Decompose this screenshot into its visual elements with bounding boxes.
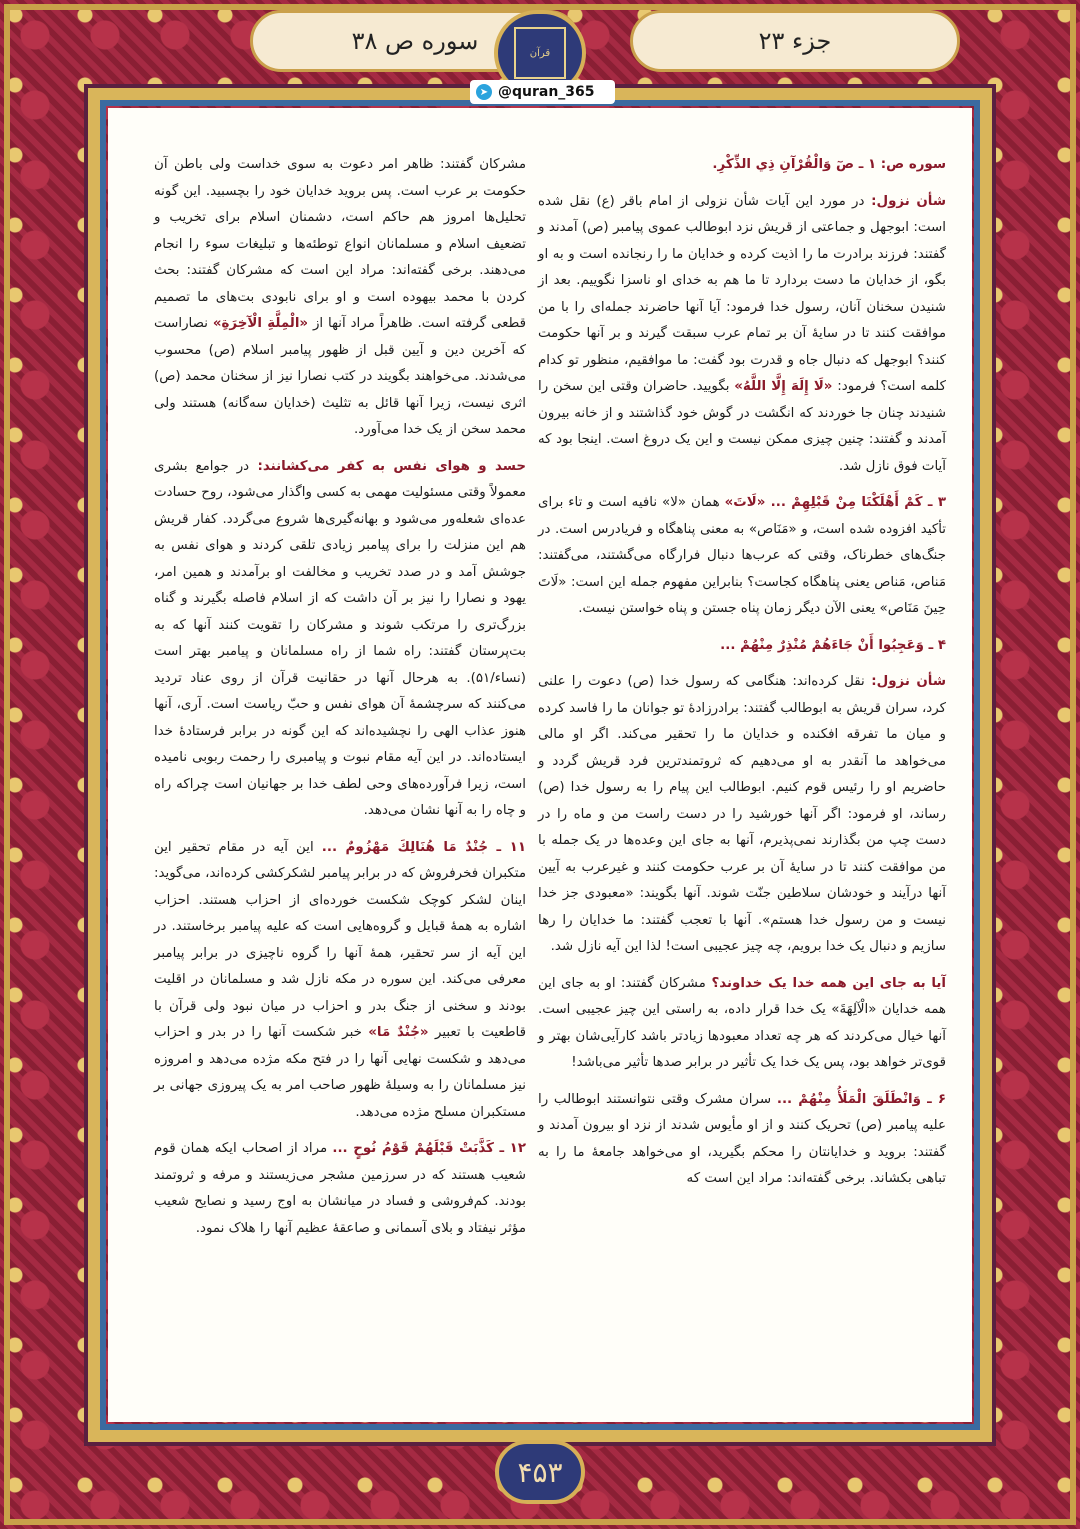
channel-tag[interactable] bbox=[470, 80, 615, 104]
section-heading: حسد و هوای نفس به کفر می‌کشانند: bbox=[249, 458, 527, 474]
paragraph bbox=[538, 1087, 946, 1193]
telegram-icon: ➤ bbox=[476, 84, 492, 100]
surah-label: سوره ص ۳۸ bbox=[250, 10, 580, 72]
commentary-text: نصاراست که آخرین دین و آیین قبل از ظهور پیامبر اسلام (ص) محسوب می‌شدند. می‌خواهند بگویند در کتب نصارا نیز از سخنان محمد (ص) اثری نیست، زیرا آنها قائل به تثلیث (خدایان سه‌گانه) هستند ولی محمد سخن از یک خدا می‌آورد. bbox=[154, 316, 526, 437]
verse-quote: «الْمِلَّةِ الْآخِرَةِ» bbox=[212, 316, 309, 331]
paragraph bbox=[538, 152, 946, 179]
verse-quote: ۳ ـ كَمْ أَهْلَكْنَا مِنْ قَبْلِهِمْ ... «لَاتَ» bbox=[724, 495, 946, 510]
paragraph bbox=[538, 189, 946, 481]
juz-label: جزء ۲۳ bbox=[630, 10, 960, 72]
page-number: ۴۵۳ bbox=[495, 1440, 585, 1504]
channel-handle: @quran_365 bbox=[498, 84, 595, 100]
commentary-text: خبر شکست آنها را در بدر و احزاب می‌دهد و شکست نهایی آنها را در فتح مکه مژده می‌دهد و امروزه نیز مسلمانان را به وسیلهٔ ظهور صاحب امر به یک پیروزی جهانی بر مستکبران مسلح مژده می‌دهد. bbox=[154, 1025, 526, 1120]
commentary-text: سران مشرک وقتی نتوانستند ابوطالب را علیه پیامبر (ص) تحریک کنند و از او مأیوس شدند از نزد او بیرون آمدند و گفتند: بروید و خدایانتان را محکم بگیرید، او می‌خواهد جامعهٔ ما را به تباهی بکشاند. برخی گفته‌اند: مراد این است که bbox=[538, 1091, 946, 1186]
section-heading: شأن نزول: bbox=[864, 674, 946, 689]
text-panel bbox=[108, 108, 972, 1422]
commentary-text: مراد از اصحاب ایکه همان قوم شعیب هستند که در سرزمین مشجر می‌زیستند و مرفه و ثروتمند بودند. کم‌فروشی و فساد در میانشان به اوج رسید و نصایح شعیب مؤثر نیفتاد و بلای آسمانی و صاعقهٔ عظیم آنها را هلاک نمود. bbox=[154, 1141, 526, 1236]
commentary-text: همان «لا» نافیه است و تاء برای تأکید افزوده شده است، و «مَنَاص» به معنی پناهگاه و فریادرس است. در جنگ‌های خطرناک، وقتی که عرب‌ها دنبال فرارگاه می‌گشتند، می‌گفتند: مَناص، مَناص یعنی پناهگاه کجاست؟ بنابراین مفهوم جمله این است: «لَاتَ حِينَ مَنَاص» یعنی الآن دیگر زمان پناه جستن و پناه خواستن نیست. bbox=[538, 495, 946, 616]
commentary-text: مشرکان گفتند: ظاهر امر دعوت به سوی خداست ولی باطن آن حکومت بر عرب است. پس بروید خدایان خود را بچسبید. این گونه تحلیل‌ها امروز هم حاکم است، دشمنان اسلام برای تخریب و تضعیف اسلام و مسلمانان انواع توطئه‌ها و تبلیغات سوء را انجام می‌دهند. برخی گفته‌اند: مراد این است که مشرکان گفتند: بحث کردن با محمد بیهوده است و او برای نابودی بت‌های ما تصمیم قطعی گرفته است. ظاهراً مراد آنها از bbox=[154, 157, 526, 331]
commentary-text: این آیه در مقام تحقیر این متکبران فخرفروش که در برابر پیامبر لشکرکشی کرده‌اند، می‌گوید: اینان لشکر کوچک شکست خورده‌ای از احزاب هستند. احزاب اشاره به همهٔ قبایل و گروه‌هایی است که علیه پیامبر برخاستند. در این آیه از سر تحقیر، همهٔ آنها را گروه ناچیزی در برابر پیامبر معرفی می‌کند. این سوره در مکه نازل شد و مسلمانان در اقلیت بودند و سخنی از جنگ بدر و احزاب در میان نبود ولی قرآن با قاطعیت با تعبیر bbox=[154, 839, 526, 1040]
paragraph bbox=[538, 633, 946, 660]
verse-quote: ۱۱ ـ جُنْدٌ مَا هُنَالِكَ مَهْزُومٌ ... bbox=[321, 839, 526, 855]
quran-logo-icon: قرآن bbox=[514, 27, 566, 79]
section-heading: شأن نزول: bbox=[864, 193, 946, 209]
paragraph bbox=[154, 152, 526, 444]
commentary-text: بگویید. حاضران وقتی این سخن را شنیدند چنان جا خوردند که انگشت در گوش خود گذاشتند و از خانه بیرون آمدند و گفتند: چنین چیزی ممکن نیست و این یک دروغ است. اینجا بود که آیات فوق نازل شد. bbox=[538, 379, 946, 474]
verse-quote: ۶ ـ وَانْطَلَقَ الْمَلَأُ مِنْهُمْ ... bbox=[776, 1091, 947, 1107]
commentary-text: مشرکان گفتند: او به جای این همه خدایان «الْآلِهَةَ» یک خدا قرار داده، به راستی این چیز عجیبی است. آنها خیال می‌کردند که هر چه تعداد معبودها زیادتر باشد کارآیی‌شان بهتر و قوی‌تر خواهد بود، پس یک خدا یک تأثیر در برابر صدها تأثیر می‌باشد! bbox=[538, 975, 946, 1070]
verse-quote: ۴ ـ وَعَجِبُوا أَنْ جَاءَهُمْ مُنْذِرٌ مِنْهُمْ ... bbox=[720, 637, 946, 653]
paragraph bbox=[154, 835, 526, 1127]
left-text-column bbox=[154, 152, 526, 1252]
paragraph bbox=[538, 490, 946, 623]
verse-quote: «لَا إِلَهَ إِلَّا اللَّهُ» bbox=[734, 379, 833, 394]
paragraph bbox=[154, 454, 526, 825]
commentary-text: در مورد این آیات شأن نزولی از امام باقر (ع) نقل شده است: ابوجهل و جماعتی از قریش نزد ابوطالب عموی پیامبر (ص) آمدند و گفتند: فرزند برادرت ما را اذیت کرده و خدایان ما را رنجانده است و به او بگو، از خدایان ما دست بردارد تا ما هم به خدای او ناسزا نگوییم. بعد از شنیدن سخنان آنان، رسول خدا فرمود: آیا آنها حاضرند جمله‌ای را با من موافقت کنند تا در سایهٔ آن بر تمام عرب سبقت گیرند و بر آنها حکومت کنند؟ ابوجهل که دنبال جاه و قدرت بود گفت: ما موافقیم، منظور تو کدام کلمه است؟ فرمود: bbox=[538, 193, 946, 394]
paragraph bbox=[538, 971, 946, 1077]
verse-quote: ۱۲ ـ كَذَّبَتْ قَبْلَهُمْ قَوْمُ نُوحٍ ... bbox=[332, 1141, 526, 1156]
verse-quote: «جُنْدٌ مَا» bbox=[368, 1025, 429, 1040]
section-heading: آیا به جای این همه خدا یک خداوند؟ bbox=[705, 975, 946, 991]
paragraph bbox=[538, 669, 946, 961]
paragraph bbox=[154, 1136, 526, 1242]
right-text-column bbox=[538, 152, 946, 1203]
verse-quote: سوره ص: ۱ ـ صٓ وَالْقُرْآنِ ذِي الذِّكْرِ. bbox=[712, 157, 946, 172]
commentary-text: نقل کرده‌اند: هنگامی که رسول خدا (ص) دعوت را علنی کرد، سران قریش به ابوطالب گفتند: برادرزادهٔ تو جوانان ما را فاسد کرده و میان ما تفرقه افکنده و خدایان ما را تحقیر می‌کند. اگر او مالی می‌خواهد ما آنقدر به او می‌دهیم که ثروتمندترین فرد قریش گردد و حاضریم او را رئیس قوم کنیم. ابوطالب این پیام را به رسول خدا (ص) رساند، او فرمود: اگر آنها خورشید را در دست راست من و ماه را در دست چپ من بگذارند نمی‌پذیرم، آنها به جای این وعده‌ها در یک جمله با من موافقت کنند تا در سایهٔ آن بر عرب حکومت کنند و غیرعرب به آیین آنها درآیند و خودشان سلاطین جنّت شوند. آنها بگویند: «معبودی جز خدا نیست و من رسول خدا هستم». آنها با تعجب گفتند: ما خدایان را رها سازیم و دنبال یک خدا برویم، چه چیز عجیبی است! لذا این آیه نازل شد. bbox=[538, 674, 946, 954]
commentary-text: در جوامع بشری معمولاً وقتی مسئولیت مهمی به کسی واگذار می‌شود، روح حسادت عده‌ای شعله‌ور می‌شود و بهانه‌گیری‌ها شروع می‌گردد. کفار قریش هم این منزلت را برای پیامبر زیادی تلقی کردند و هوای نفس به جوشش آمد و در صدد تخریب و مخالفت او برآمدند و همین امر، یهود و نصارا را نیز بر آن داشت که از اسلام فاصله بگیرند و گناه بزرگ‌تری را مرتکب شوند و مشرکان را تقویت کنند آنها که به بت‌پرستان گفتند: راه شما از راه مسلمانان و پیامبر بهتر است (نساء/۵۱). به هرحال آنها در حقانیت قرآن از روی عناد تردید می‌کنند که سرچشمهٔ آن هوای نفس و حبّ ریاست است. آری، آنها هنوز عذاب الهی را نچشیده‌اند که این گونه در برابر فرستادهٔ خدا ایستاده‌اند. در این آیه مقام نبوت و پیامبری را رحمت ربوبی نامیده است، زیرا فرآورده‌های وحی لطف خدا بر جهانیان است چراکه راه و چاه را به آنها نشان می‌دهد. bbox=[154, 458, 526, 818]
